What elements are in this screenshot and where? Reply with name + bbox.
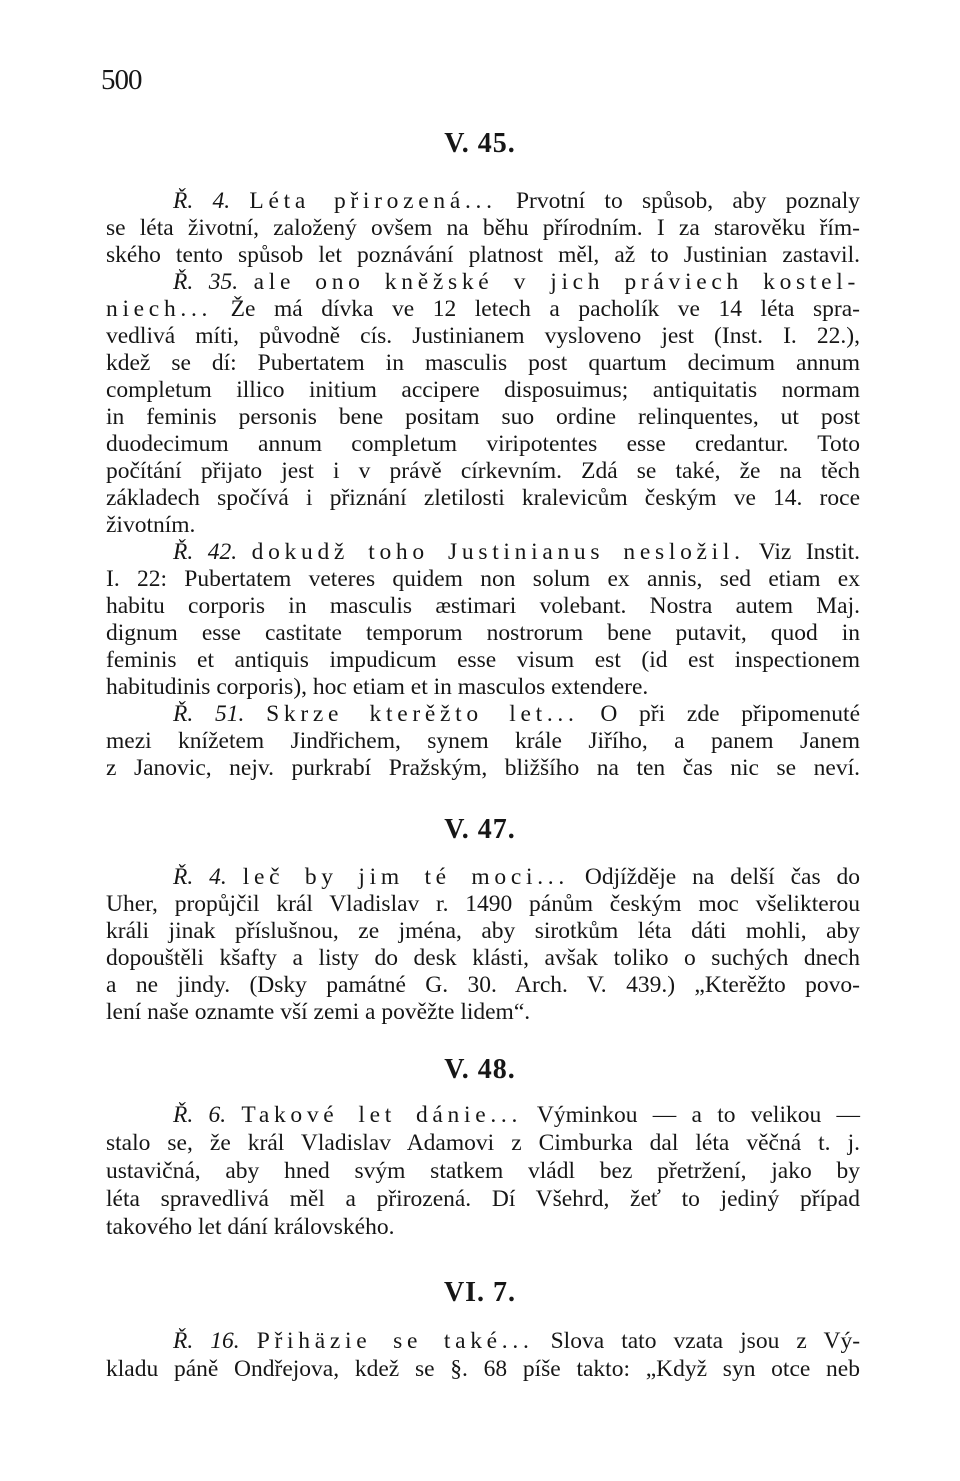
text-line: takového let dání královského. (106, 1214, 395, 1240)
line-text: Odjížděje na delší čas do (568, 864, 861, 890)
text-line: in feminis personis bene positam suo ordine relinquentes, ut post (106, 404, 860, 430)
text-line: a ne jindy. (Dsky památné G. 30. Arch. V. 439.) „Kterěžto povo- (106, 972, 860, 998)
text-line (173, 1100, 860, 1130)
text-line (106, 294, 860, 324)
line-text: Že má dívka ve 12 letech a pacholík ve 14 léta spra- (212, 296, 860, 322)
text-line: životním. (106, 512, 196, 538)
text-line: králi jinak příslušnou, ze jména, aby sirotkům léta dáti mohli, aby (106, 918, 860, 944)
text-line: habitu corporis in masculis æstimari volebant. Nostra autem Maj. (106, 593, 860, 619)
section-heading-vi7: VI. 7. (443, 1277, 517, 1308)
text-line (173, 186, 860, 216)
text-line: dopouštěli kšafty a listy do desk klásti, avšak toliko o suchých dnech (106, 945, 860, 971)
spaced-quote: Přihäzie se také... (256, 1328, 534, 1354)
spaced-quote: leč by jim té moci... (242, 864, 569, 890)
text-line: počítání přijato jest i v právě církevním. Zdá se také, že na těch (106, 458, 860, 484)
text-line (173, 537, 860, 567)
spaced-quote: Takové let dánie... (241, 1102, 523, 1128)
text-line: feminis et antiquis impudicum esse visum est (id est inspectionem (106, 647, 860, 673)
spaced-quote: Léta přirozená... (249, 188, 497, 214)
text-line: completum illico initium accipere disposuimus; antiquitatis normam (106, 377, 860, 403)
line-text: Slova tato vzata jsou z Vý- (533, 1328, 861, 1354)
line-reference: Ř. 42. (173, 539, 238, 565)
line-reference: Ř. 51. (173, 701, 245, 727)
text-line: se léta životní, založený ovšem na běhu přírodním. I za starověku řím- (106, 215, 860, 241)
spaced-quote: niech... (106, 296, 213, 322)
spaced-quote: ale ono kněžské v jich práviech kostel- (253, 269, 860, 295)
text-line: habitudinis corporis), hoc etiam et in masculos extendere. (106, 674, 649, 700)
text-line (173, 862, 860, 892)
section-heading-v48: V. 48. (444, 1054, 516, 1085)
text-line: Uher, propůjčil král Vladislav r. 1490 pánům českým moc všelikterou (106, 891, 860, 917)
line-reference: Ř. 4. (173, 188, 231, 214)
line-text: O při zde připomenuté (578, 701, 861, 727)
page-number: 500 (101, 64, 142, 96)
line-text: Prvotní to spůsob, aby poznaly (496, 188, 861, 214)
line-text: Výminkou — a to velikou — (522, 1102, 860, 1128)
line-reference: Ř. 16. (173, 1328, 240, 1354)
section-heading-v47: V. 47. (444, 814, 516, 845)
line-reference: Ř. 6. (173, 1102, 227, 1128)
text-line: kdež se dí: Pubertatem in masculis post quartum decimum annum (106, 350, 860, 376)
text-line: základech spočívá i přiznání zletilosti kralevicům českým ve 14. roce (106, 485, 860, 511)
line-reference: Ř. 35. (173, 269, 239, 295)
line-text: Viz Instit. (744, 539, 861, 565)
spaced-quote: Skrze kterěžto let... (266, 701, 579, 727)
text-line: léta spravedlivá měl a přirozená. Dí Všehrd, žeť to jediný případ (106, 1186, 860, 1212)
text-line: ustavičná, aby hned svým statkem vládl bez přetržení, jako by (106, 1158, 860, 1184)
text-line: kladu páně Ondřejova, kdež se §. 68 píše takto: „Když syn otce neb (106, 1356, 860, 1382)
text-line: lení naše oznamte vší zemi a pověžte lidem“. (106, 999, 531, 1025)
text-line: stalo se, že král Vladislav Adamovi z Cimburka dal léta věčná t. j. (106, 1130, 860, 1156)
line-reference: Ř. 4. (173, 864, 227, 890)
text-line: vedlivá míti, původně cís. Justinianem vysloveno jest (Inst. I. 22.), (106, 323, 860, 349)
text-line: z Janovic, nejv. purkrabí Pražským, bližšího na ten čas nic se neví. (106, 755, 860, 781)
text-line (173, 1326, 860, 1356)
text-line: ského tento spůsob let poznávání platnost měl, až to Justinian zastavil. (106, 242, 860, 268)
text-line: mezi knížetem Jindřichem, synem krále Jiřího, a panem Janem (106, 728, 860, 754)
text-line: dignum esse castitate temporum nostrorum bene putavit, quod in (106, 620, 860, 646)
text-line: duodecimum annum completum viripotentes esse credantur. Toto (106, 431, 860, 457)
spaced-quote: dokudž toho Justinianus nesložil. (251, 539, 745, 565)
section-heading-v45: V. 45. (444, 128, 516, 159)
text-line: I. 22: Pubertatem veteres quidem non solum ex annis, sed etiam ex (106, 566, 860, 592)
text-line (173, 699, 860, 729)
text-line (173, 267, 860, 297)
